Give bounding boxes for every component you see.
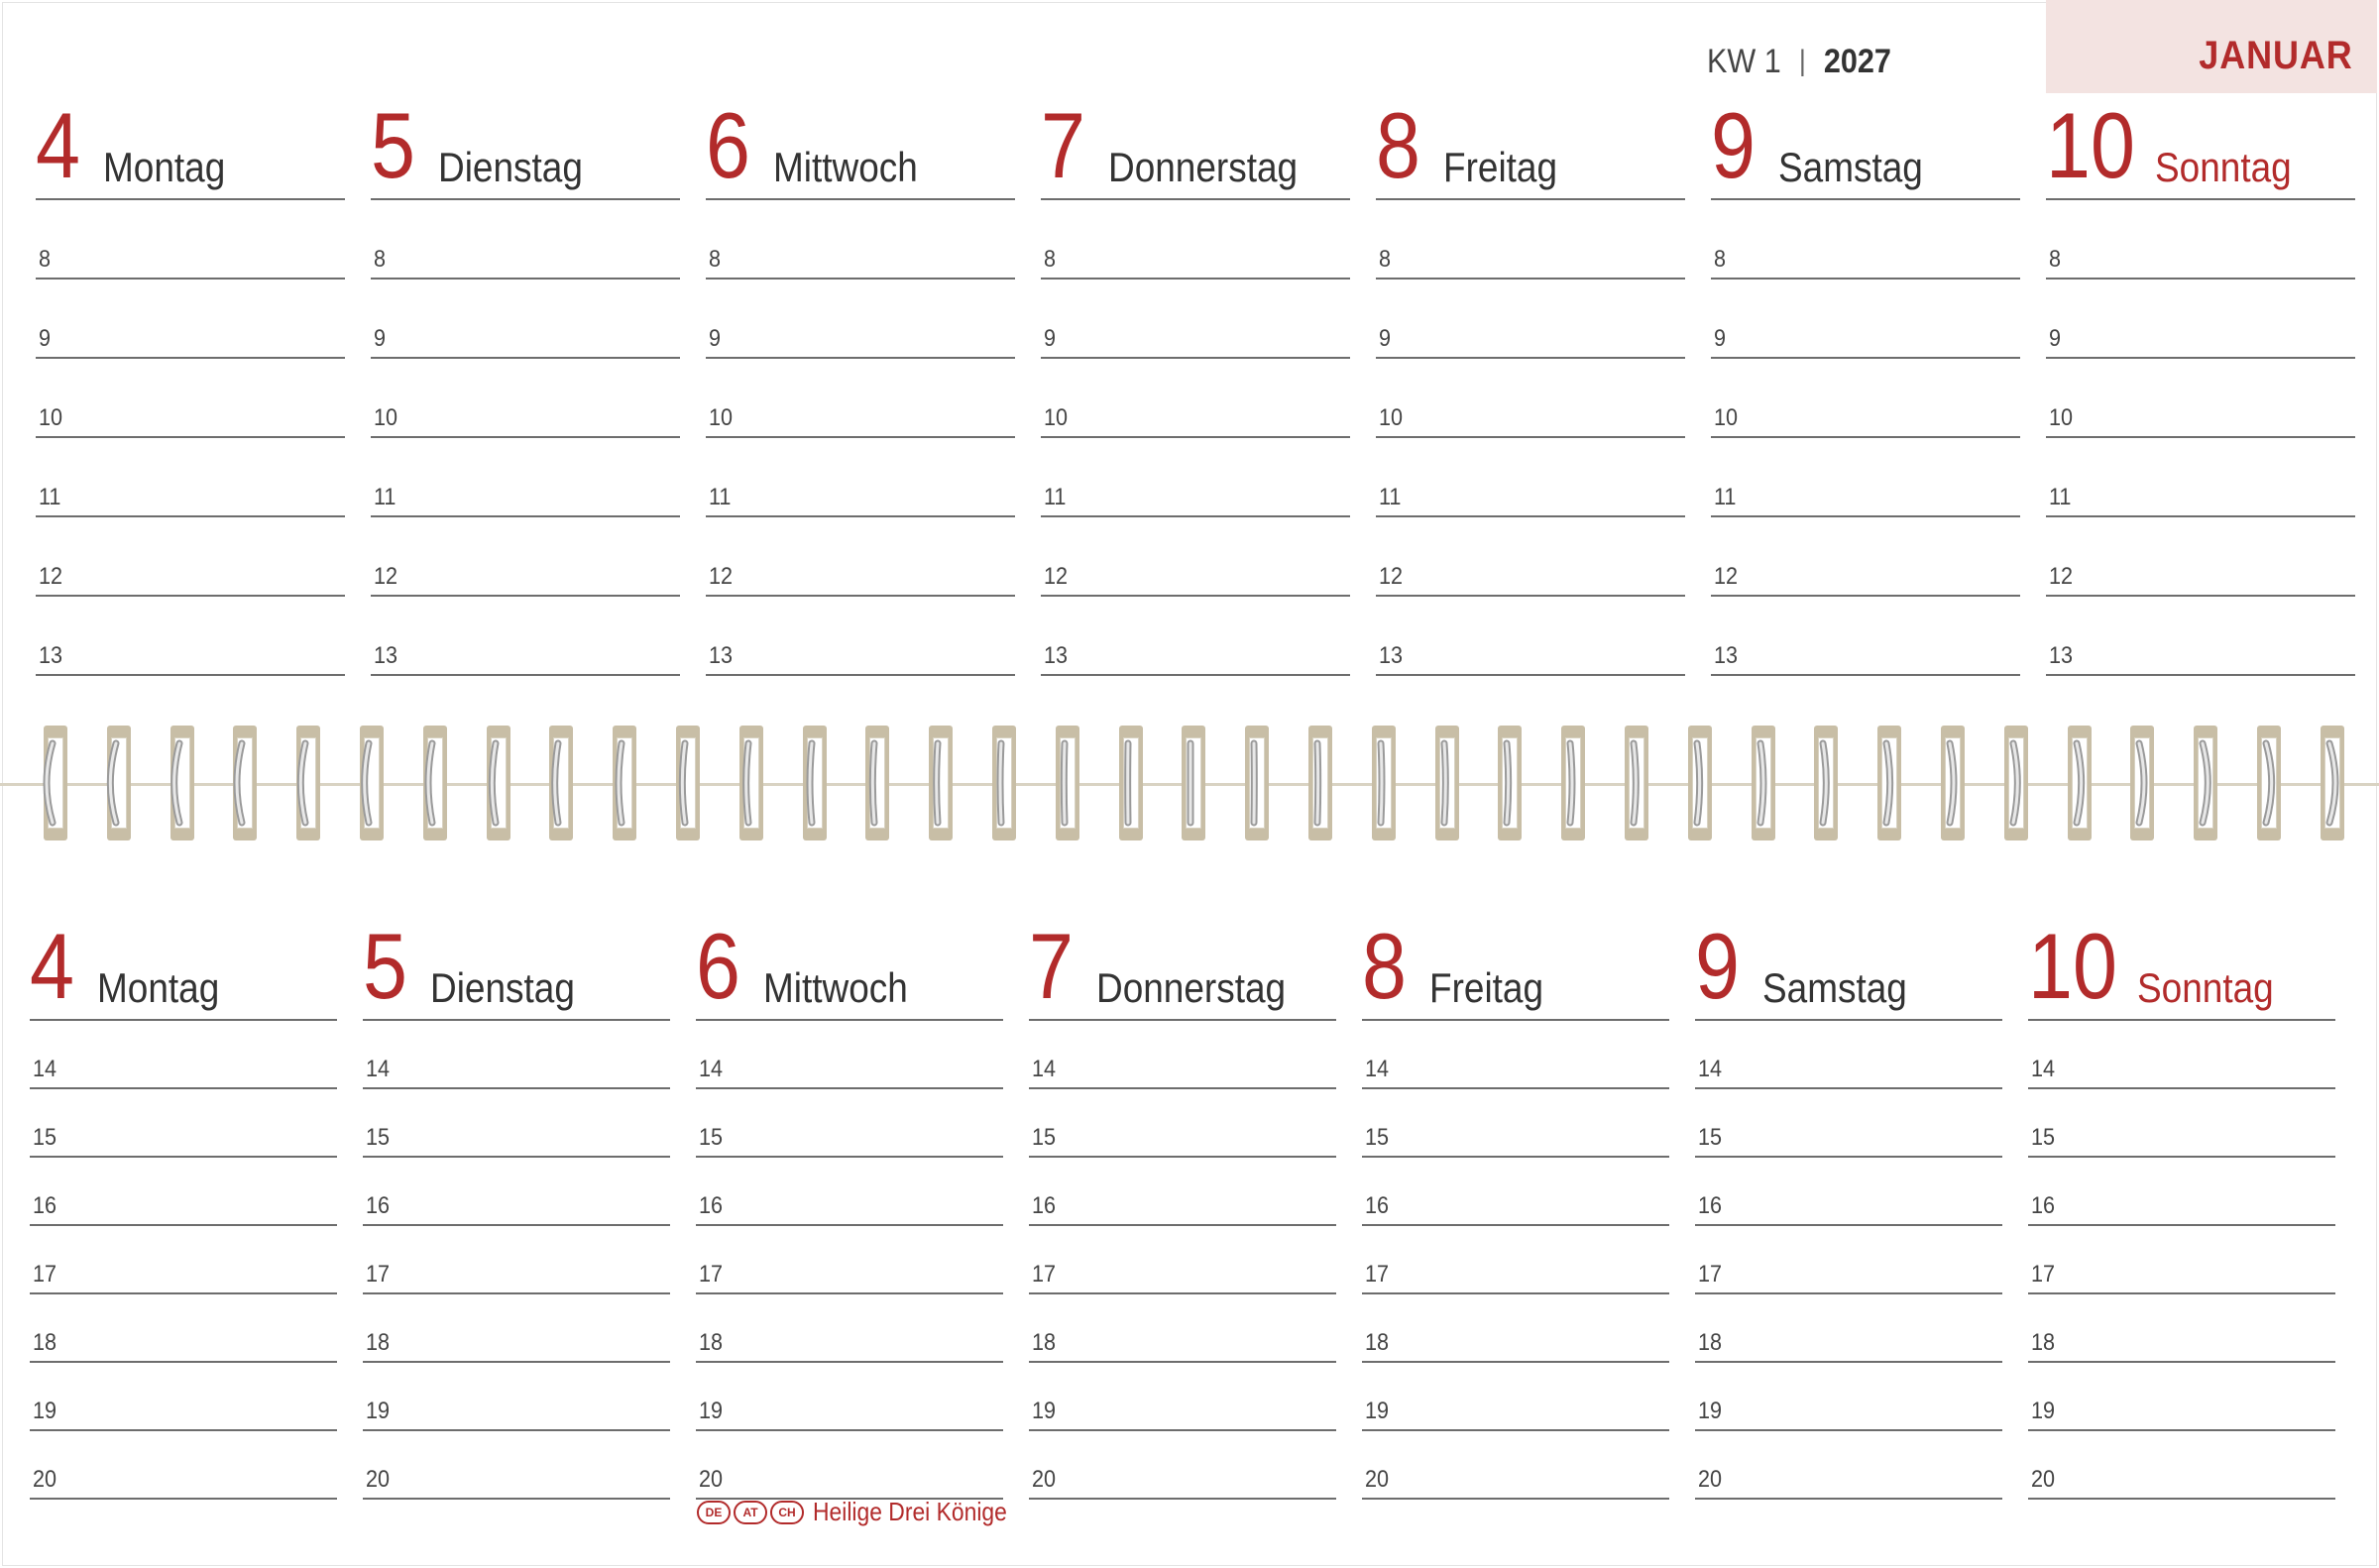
time-slot[interactable] [363,1363,670,1431]
spiral-binding [0,720,2379,846]
hour-label: 11 [709,484,732,510]
year-label: 2027 [1823,42,1891,80]
time-slot[interactable] [36,517,345,597]
day-header [1376,95,1685,200]
time-slot[interactable] [371,359,680,438]
hour-label: 20 [33,1466,57,1493]
hour-label: 15 [1365,1124,1390,1151]
time-slot[interactable] [706,359,1015,438]
hour-label: 15 [1698,1124,1723,1151]
week-number: KW 1 [1707,42,1781,80]
time-slot[interactable] [2028,1431,2335,1500]
time-slot[interactable] [371,597,680,676]
hour-label: 19 [366,1398,391,1424]
time-slot[interactable] [363,1021,670,1089]
hour-label: 19 [1365,1398,1390,1424]
hour-label: 14 [1698,1056,1723,1082]
time-slot[interactable] [1029,1363,1336,1431]
hour-label: 15 [366,1124,391,1151]
hour-label: 10 [1044,404,1069,431]
time-slot[interactable] [363,1226,670,1294]
spiral-ring-icon [225,739,259,827]
time-slot[interactable] [1711,597,2020,676]
time-slot[interactable] [1041,438,1350,517]
time-slot[interactable] [1029,1294,1336,1363]
day-header [1041,95,1350,200]
hour-label: 17 [1698,1261,1723,1288]
time-slot[interactable] [371,200,680,280]
time-slot[interactable] [2046,359,2355,438]
hour-label: 14 [33,1056,57,1082]
day-number: 7 [1029,914,1074,1018]
hour-label: 16 [1698,1192,1723,1219]
day-name: Donnerstag [1108,144,1299,190]
hour-label: 20 [699,1466,724,1493]
day-number: 8 [1376,93,1420,197]
hour-label: 13 [374,642,398,669]
hour-label: 11 [39,484,61,510]
hour-label: 17 [2031,1261,2056,1288]
time-slot[interactable] [706,517,1015,597]
hour-label: 18 [1365,1329,1390,1356]
hour-label: 17 [1032,1261,1057,1288]
day-header [371,95,680,200]
month-tab [2046,0,2377,93]
hour-label: 16 [1032,1192,1057,1219]
time-slot[interactable] [1041,359,1350,438]
day-name: Samstag [1762,964,1907,1011]
day-name: Montag [97,964,220,1011]
time-slot[interactable] [30,1363,337,1431]
time-slot[interactable] [2046,200,2355,280]
time-slot[interactable] [1362,1021,1669,1089]
hour-label: 14 [366,1056,391,1082]
day-column-sonntag [2046,95,2355,676]
hour-label: 18 [1698,1329,1723,1356]
hour-label: 17 [366,1261,391,1288]
hour-label: 14 [699,1056,724,1082]
hour-label: 16 [699,1192,724,1219]
hour-label: 20 [366,1466,391,1493]
spiral-ring-icon [99,739,133,827]
day-name: Montag [103,144,226,190]
day-number: 5 [363,914,407,1018]
time-slot[interactable] [1711,280,2020,359]
time-slot[interactable] [30,1431,337,1500]
spiral-ring-icon [1617,739,1650,827]
hour-label: 12 [1044,563,1069,590]
hour-label: 8 [1714,246,1727,273]
hour-label: 8 [2049,246,2062,273]
day-number: 4 [36,93,80,197]
time-slot[interactable] [1362,1158,1669,1226]
hour-label: 14 [1032,1056,1057,1082]
time-slot[interactable] [696,1431,1003,1500]
time-slot[interactable] [1029,1158,1336,1226]
spiral-ring-icon [352,739,386,827]
hour-label: 10 [39,404,63,431]
hour-label: 18 [33,1329,57,1356]
day-name: Dienstag [430,964,575,1011]
hour-label: 13 [1044,642,1069,669]
hour-label: 19 [33,1398,57,1424]
spiral-ring-icon [2186,739,2219,827]
hour-label: 10 [1714,404,1739,431]
spiral-ring-icon [984,739,1018,827]
hour-label: 19 [2031,1398,2056,1424]
time-slot[interactable] [706,280,1015,359]
hour-label: 11 [1714,484,1737,510]
day-column-donnerstag [1041,95,1350,676]
hour-label: 16 [2031,1192,2056,1219]
month-label: JANUAR [2199,34,2353,77]
spiral-ring-icon [1996,739,2030,827]
spiral-ring-icon [1301,739,1334,827]
region-badge-de: DE [697,1501,731,1524]
time-slot[interactable] [1376,517,1685,597]
time-slot[interactable] [1376,280,1685,359]
hour-label: 10 [374,404,398,431]
time-slot[interactable] [2028,1089,2335,1158]
hour-label: 9 [1714,325,1727,352]
day-header [2046,95,2355,200]
hour-label: 10 [709,404,734,431]
time-slot[interactable] [1362,1089,1669,1158]
time-slot[interactable] [1362,1431,1669,1500]
time-slot[interactable] [1695,1158,2002,1226]
spiral-ring-icon [2060,739,2094,827]
hour-label: 9 [1044,325,1057,352]
hour-label: 9 [709,325,722,352]
time-slot[interactable] [1695,1021,2002,1089]
spiral-ring-icon [415,739,449,827]
time-slot[interactable] [363,1158,670,1226]
spiral-ring-icon [1680,739,1714,827]
time-slot[interactable] [1376,200,1685,280]
spiral-ring-icon [288,739,322,827]
spiral-ring-icon [1869,739,1903,827]
hour-label: 12 [709,563,734,590]
hour-label: 16 [1365,1192,1390,1219]
hour-label: 20 [1365,1466,1390,1493]
time-slot[interactable] [371,438,680,517]
spiral-ring-icon [1806,739,1840,827]
hour-label: 15 [1032,1124,1057,1151]
time-slot[interactable] [2046,517,2355,597]
hour-label: 14 [2031,1056,2056,1082]
hour-label: 9 [374,325,387,352]
hour-label: 17 [1365,1261,1390,1288]
spiral-ring-icon [1174,739,1207,827]
region-badge-at: AT [734,1501,767,1524]
hour-label: 9 [1379,325,1392,352]
time-slot[interactable] [1362,1294,1669,1363]
time-slot[interactable] [696,1363,1003,1431]
hour-label: 17 [699,1261,724,1288]
time-slot[interactable] [2028,1363,2335,1431]
hour-label: 10 [2049,404,2074,431]
day-name: Samstag [1778,144,1923,190]
spiral-ring-icon [2249,739,2283,827]
hour-label: 8 [709,246,722,273]
hour-label: 12 [2049,563,2074,590]
spiral-ring-icon [163,739,196,827]
spiral-ring-icon [36,739,69,827]
day-column-freitag [1376,95,1685,676]
time-slot[interactable] [36,438,345,517]
hour-label: 19 [1698,1398,1723,1424]
hour-label: 18 [1032,1329,1057,1356]
spiral-ring-icon [2313,739,2346,827]
time-slot[interactable] [1041,597,1350,676]
spiral-ring-icon [795,739,829,827]
spiral-ring-icon [1490,739,1524,827]
time-slot[interactable] [371,280,680,359]
hour-label: 20 [1698,1466,1723,1493]
week-info [1707,40,1891,83]
day-number: 9 [1711,93,1756,197]
day-column-mittwoch [696,914,1003,1500]
time-slot[interactable] [36,200,345,280]
time-slot[interactable] [1711,200,2020,280]
time-slot[interactable] [706,597,1015,676]
day-number: 9 [1695,914,1740,1018]
hour-label: 20 [2031,1466,2056,1493]
time-slot[interactable] [1029,1431,1336,1500]
spiral-ring-icon [1237,739,1271,827]
time-slot[interactable] [30,1089,337,1158]
spiral-ring-icon [732,739,765,827]
day-header [706,95,1015,200]
time-slot[interactable] [1029,1089,1336,1158]
spiral-ring-icon [2122,739,2156,827]
spiral-ring-icon [541,739,575,827]
hour-label: 8 [1379,246,1392,273]
hour-label: 8 [374,246,387,273]
time-slot[interactable] [696,1158,1003,1226]
day-column-dienstag [371,95,680,676]
time-slot[interactable] [363,1431,670,1500]
time-slot[interactable] [1711,517,2020,597]
time-slot[interactable] [1695,1294,2002,1363]
spiral-ring-icon [857,739,891,827]
time-slot[interactable] [2028,1226,2335,1294]
day-column-donnerstag [1029,914,1336,1500]
hour-label: 20 [1032,1466,1057,1493]
hour-label: 16 [366,1192,391,1219]
hour-label: 14 [1365,1056,1390,1082]
day-header [363,914,670,1021]
day-column-dienstag [363,914,670,1500]
day-header [696,914,1003,1021]
day-number: 6 [696,914,740,1018]
time-slot[interactable] [36,280,345,359]
hour-label: 13 [1379,642,1404,669]
day-column-freitag [1362,914,1669,1500]
day-number: 10 [2028,914,2117,1018]
day-number: 4 [30,914,74,1018]
spiral-ring-icon [1111,739,1145,827]
day-name: Sonntag [2137,964,2274,1011]
day-name: Sonntag [2155,144,2292,190]
day-column-sonntag [2028,914,2335,1500]
time-slot[interactable] [2028,1294,2335,1363]
day-name: Donnerstag [1096,964,1287,1011]
time-slot[interactable] [30,1226,337,1294]
hour-label: 12 [39,563,63,590]
hour-label: 11 [1044,484,1067,510]
time-slot[interactable] [696,1089,1003,1158]
time-slot[interactable] [30,1294,337,1363]
hour-label: 17 [33,1261,57,1288]
day-header [1695,914,2002,1021]
day-name: Mittwoch [773,144,918,190]
day-column-samstag [1695,914,2002,1500]
day-column-mittwoch [706,95,1015,676]
hour-label: 15 [699,1124,724,1151]
time-slot[interactable] [1041,200,1350,280]
holiday-note [697,1497,1034,1527]
hour-label: 9 [39,325,52,352]
day-number: 10 [2046,93,2135,197]
day-column-samstag [1711,95,2020,676]
hour-label: 12 [1379,563,1404,590]
time-slot[interactable] [1695,1363,2002,1431]
time-slot[interactable] [1029,1226,1336,1294]
day-header [36,95,345,200]
time-slot[interactable] [363,1294,670,1363]
time-slot[interactable] [696,1021,1003,1089]
time-slot[interactable] [706,438,1015,517]
hour-label: 13 [1714,642,1739,669]
hour-label: 12 [1714,563,1739,590]
time-slot[interactable] [706,200,1015,280]
time-slot[interactable] [2046,280,2355,359]
time-slot[interactable] [1029,1021,1336,1089]
hour-label: 11 [374,484,396,510]
hour-label: 13 [39,642,63,669]
spiral-ring-icon [921,739,955,827]
hour-label: 16 [33,1192,57,1219]
holiday-text: Heilige Drei Könige [813,1497,1007,1526]
spiral-ring-icon [668,739,702,827]
time-slot[interactable] [696,1226,1003,1294]
hour-label: 11 [2049,484,2072,510]
day-name: Freitag [1443,144,1558,190]
hour-label: 8 [39,246,52,273]
hour-label: 11 [1379,484,1402,510]
time-slot[interactable] [2028,1021,2335,1089]
time-slot[interactable] [1695,1089,2002,1158]
time-slot[interactable] [363,1089,670,1158]
spiral-ring-icon [1553,739,1587,827]
hour-label: 12 [374,563,398,590]
day-number: 7 [1041,93,1085,197]
day-name: Dienstag [438,144,583,190]
day-column-montag [30,914,337,1500]
time-slot[interactable] [30,1158,337,1226]
day-column-montag [36,95,345,676]
hour-label: 19 [699,1398,724,1424]
time-slot[interactable] [2046,438,2355,517]
day-name: Mittwoch [763,964,908,1011]
day-number: 6 [706,93,750,197]
time-slot[interactable] [1041,280,1350,359]
hour-label: 9 [2049,325,2062,352]
spiral-ring-icon [1048,739,1081,827]
day-number: 5 [371,93,415,197]
day-header [1362,914,1669,1021]
spiral-ring-icon [1427,739,1461,827]
hour-label: 15 [33,1124,57,1151]
day-name: Freitag [1429,964,1544,1011]
week-separator: | [1798,45,1806,77]
time-slot[interactable] [1376,359,1685,438]
time-slot[interactable] [371,517,680,597]
time-slot[interactable] [1376,438,1685,517]
time-slot[interactable] [2028,1158,2335,1226]
time-slot[interactable] [1711,359,2020,438]
spiral-ring-icon [1744,739,1777,827]
region-badge-ch: CH [770,1501,804,1524]
time-slot[interactable] [1695,1431,2002,1500]
time-slot[interactable] [1695,1226,2002,1294]
day-header [30,914,337,1021]
hour-label: 10 [1379,404,1404,431]
time-slot[interactable] [30,1021,337,1089]
time-slot[interactable] [1041,517,1350,597]
day-header [2028,914,2335,1021]
spiral-ring-icon [605,739,638,827]
time-slot[interactable] [36,359,345,438]
time-slot[interactable] [1376,597,1685,676]
time-slot[interactable] [1362,1363,1669,1431]
spiral-ring-icon [1364,739,1398,827]
time-slot[interactable] [1362,1226,1669,1294]
day-number: 8 [1362,914,1407,1018]
hour-label: 18 [366,1329,391,1356]
hour-label: 15 [2031,1124,2056,1151]
time-slot[interactable] [2046,597,2355,676]
hour-label: 13 [709,642,734,669]
spiral-ring-icon [1933,739,1967,827]
hour-label: 18 [699,1329,724,1356]
hour-label: 8 [1044,246,1057,273]
time-slot[interactable] [696,1294,1003,1363]
time-slot[interactable] [36,597,345,676]
hour-label: 19 [1032,1398,1057,1424]
day-header [1029,914,1336,1021]
spiral-ring-icon [479,739,512,827]
day-header [1711,95,2020,200]
hour-label: 18 [2031,1329,2056,1356]
time-slot[interactable] [1711,438,2020,517]
hour-label: 13 [2049,642,2074,669]
